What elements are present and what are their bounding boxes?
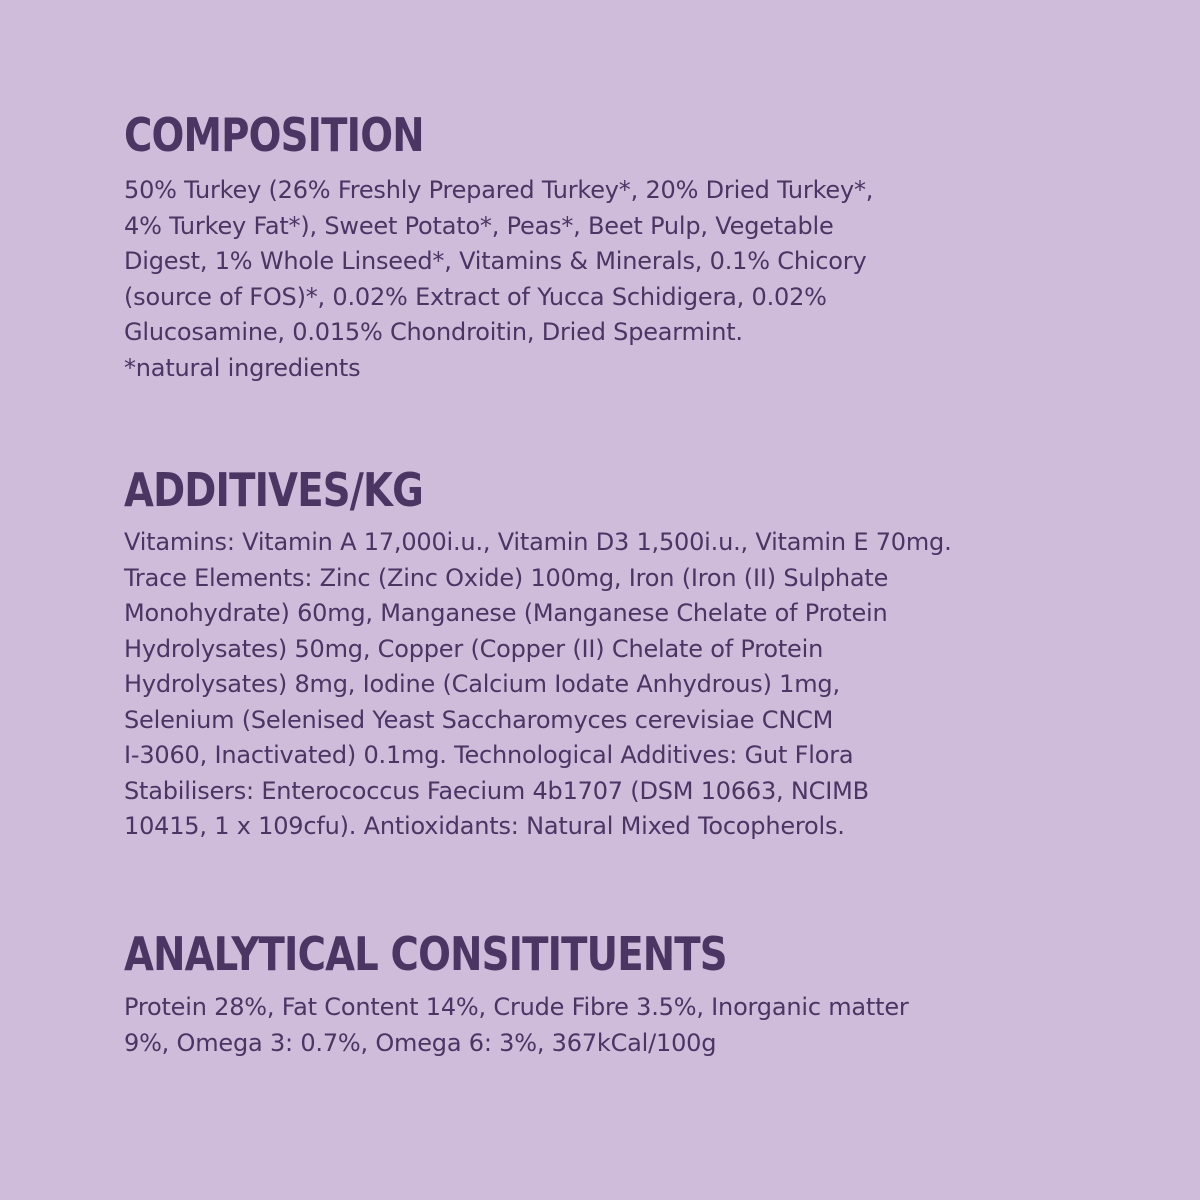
additives-line: Vitamins: Vitamin A 17,000i.u., Vitamin D3 1,500i.u., Vitamin E 70mg. — [124, 528, 952, 556]
composition-section — [124, 107, 1064, 386]
analytical-line: 9%, Omega 3: 0.7%, Omega 6: 3%, 367kCal/100g — [124, 1028, 717, 1057]
additives-line: I-3060, Inactivated) 0.1mg. Technological Additives: Gut Flora — [124, 741, 854, 769]
composition-line: Digest, 1% Whole Linseed*, Vitamins & Minerals, 0.1% Chicory — [124, 247, 867, 275]
composition-footnote: *natural ingredients — [124, 353, 361, 382]
composition-line: (source of FOS)*, 0.02% Extract of Yucca Schidigera, 0.02% — [124, 282, 827, 311]
composition-line: Glucosamine, 0.015% Chondroitin, Dried Spearmint. — [124, 318, 743, 346]
analytical-constituents-section — [124, 926, 1064, 1061]
additives-line: Trace Elements: Zinc (Zinc Oxide) 100mg, Iron (Iron (II) Sulphate — [124, 563, 889, 592]
additives-line: Selenium (Selenised Yeast Saccharomyces cerevisiae CNCM — [124, 705, 834, 734]
additives-line: Monohydrate) 60mg, Manganese (Manganese Chelate of Protein — [124, 599, 888, 627]
additives-line: 10415, 1 x 109cfu). Antioxidants: Natural Mixed Tocopherols. — [124, 812, 845, 840]
analytical-line: Protein 28%, Fat Content 14%, Crude Fibre 3.5%, Inorganic matter — [124, 993, 909, 1021]
additives-heading: ADDITIVES/KG — [124, 463, 423, 517]
analytical-constituents-text — [124, 990, 1064, 1061]
analytical-constituents-heading: ANALYTICAL CONSITITUENTS — [124, 927, 727, 981]
additives-section — [124, 462, 1064, 845]
composition-line: 4% Turkey Fat*), Sweet Potato*, Peas*, Beet Pulp, Vegetable — [124, 211, 834, 240]
composition-text — [124, 173, 1064, 386]
composition-heading: COMPOSITION — [124, 108, 424, 162]
additives-line: Hydrolysates) 8mg, Iodine (Calcium Iodate Anhydrous) 1mg, — [124, 670, 840, 698]
additives-text — [124, 525, 1064, 845]
additives-line: Stabilisers: Enterococcus Faecium 4b1707 (DSM 10663, NCIMB — [124, 776, 869, 805]
composition-line: 50% Turkey (26% Freshly Prepared Turkey*, 20% Dried Turkey*, — [124, 176, 874, 204]
additives-line: Hydrolysates) 50mg, Copper (Copper (II) Chelate of Protein — [124, 634, 824, 663]
